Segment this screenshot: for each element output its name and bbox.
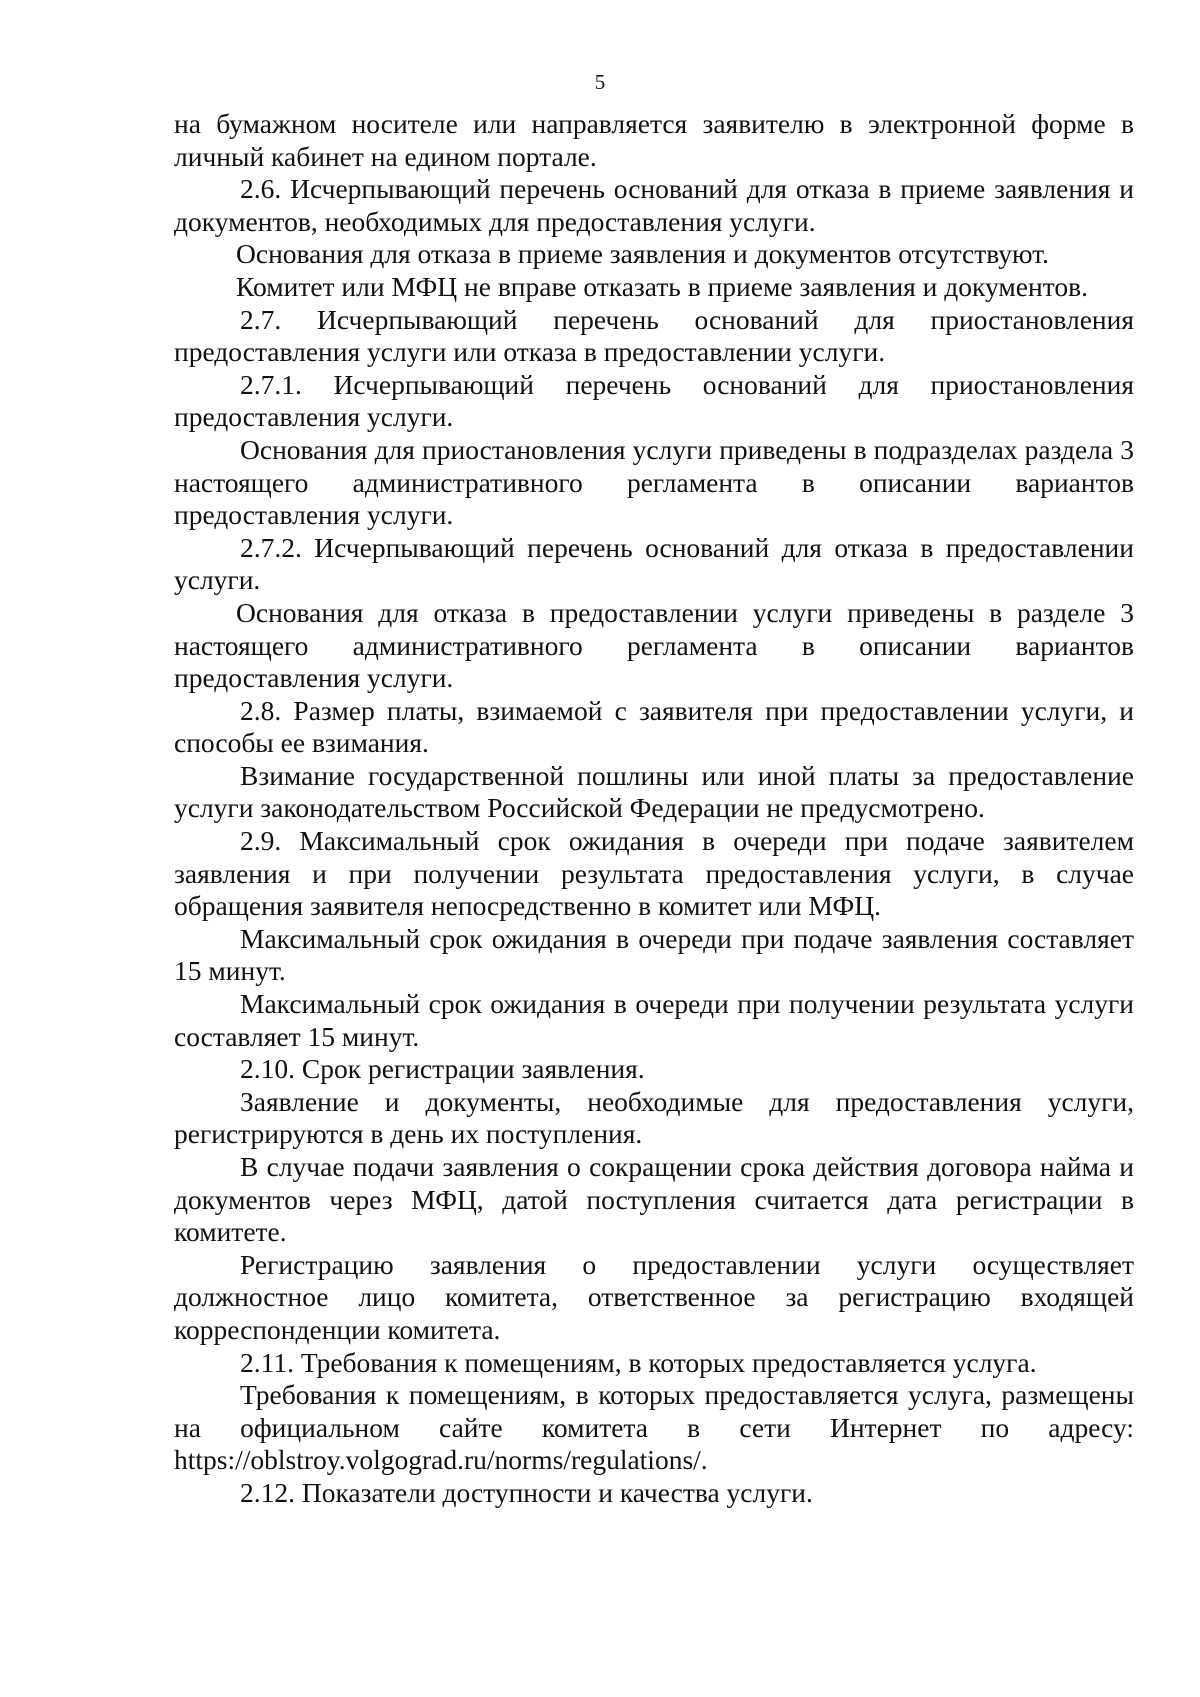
document-body xyxy=(174,108,1134,1510)
paragraph-2-11-heading: 2.11. Требования к помещениям, в которых предоставляется услуга. xyxy=(240,1346,1037,1378)
paragraph: Регистрацию заявления о предоставлении услуги осуществляет должностное лицо комитета, ответственное за регистрацию входящей корреспонденции комитета. xyxy=(174,1248,1134,1345)
page-number: 5 xyxy=(594,70,606,94)
paragraph: В случае подачи заявления о сокращении срока действия договора найма и документов через МФЦ, датой поступления считается дата регистрации в комитете. xyxy=(174,1151,1134,1248)
paragraph-2-10-heading: 2.10. Срок регистрации заявления. xyxy=(240,1053,645,1085)
paragraph: Комитет или МФЦ не вправе отказать в приеме заявления и документов. xyxy=(236,270,1088,302)
paragraph: Максимальный срок ожидания в очереди при получении результата услуги составляет 15 минут. xyxy=(174,988,1134,1052)
paragraph-2-9-heading: 2.9. Максимальный срок ожидания в очереди при подаче заявителем заявления и при получении результата предоставления услуги, в случае обращения заявителя непосредственно в комитет или МФЦ. xyxy=(174,825,1134,922)
paragraph-2-12-heading: 2.12. Показатели доступности и качества услуги. xyxy=(240,1476,813,1508)
paragraph: Заявление и документы, необходимые для предоставления услуги, регистрируются в день их поступления. xyxy=(174,1085,1134,1150)
paragraph-continuation: на бумажном носителе или направляется заявителю в электронной форме в личный кабинет на едином портале. xyxy=(174,108,1134,172)
paragraph-2-7-heading: 2.7. Исчерпывающий перечень оснований для приостановления предоставления услуги или отказа в предоставлении услуги. xyxy=(174,303,1134,368)
paragraph: Требования к помещениям, в которых предоставляется услуга, размещены на официальном сайте комитета в сети Интернет по адресу: https://oblstroy.volgograd.ru/norms/regulations/. xyxy=(174,1379,1134,1476)
paragraph: Основания для приостановления услуги приведены в подразделах раздела 3 настоящего административного регламента в описании вариантов предоставления услуги. xyxy=(174,433,1134,531)
paragraph: Максимальный срок ожидания в очереди при подаче заявления составляет 15 минут. xyxy=(174,922,1134,987)
paragraph: Основания для отказа в предоставлении услуги приведены в разделе 3 настоящего административного регламента в описании вариантов предоставления услуги. xyxy=(174,596,1134,694)
paragraph-2-7-2-heading: 2.7.2. Исчерпывающий перечень оснований для отказа в предоставлении услуги. xyxy=(174,531,1134,596)
paragraph-2-7-1-heading: 2.7.1. Исчерпывающий перечень оснований для приостановления предоставления услуги. xyxy=(174,368,1134,433)
paragraph-2-6-heading: 2.6. Исчерпывающий перечень оснований для отказа в приеме заявления и документов, необходимых для предоставления услуги. xyxy=(174,173,1134,237)
paragraph: Основания для отказа в приеме заявления и документов отсутствуют. xyxy=(236,238,1050,270)
paragraph-2-8-heading: 2.8. Размер платы, взимаемой с заявителя при предоставлении услуги, и способы ее взимания. xyxy=(174,694,1134,759)
paragraph: Взимание государственной пошлины или иной платы за предоставление услуги законодательством Российской Федерации не предусмотрено. xyxy=(174,759,1134,824)
